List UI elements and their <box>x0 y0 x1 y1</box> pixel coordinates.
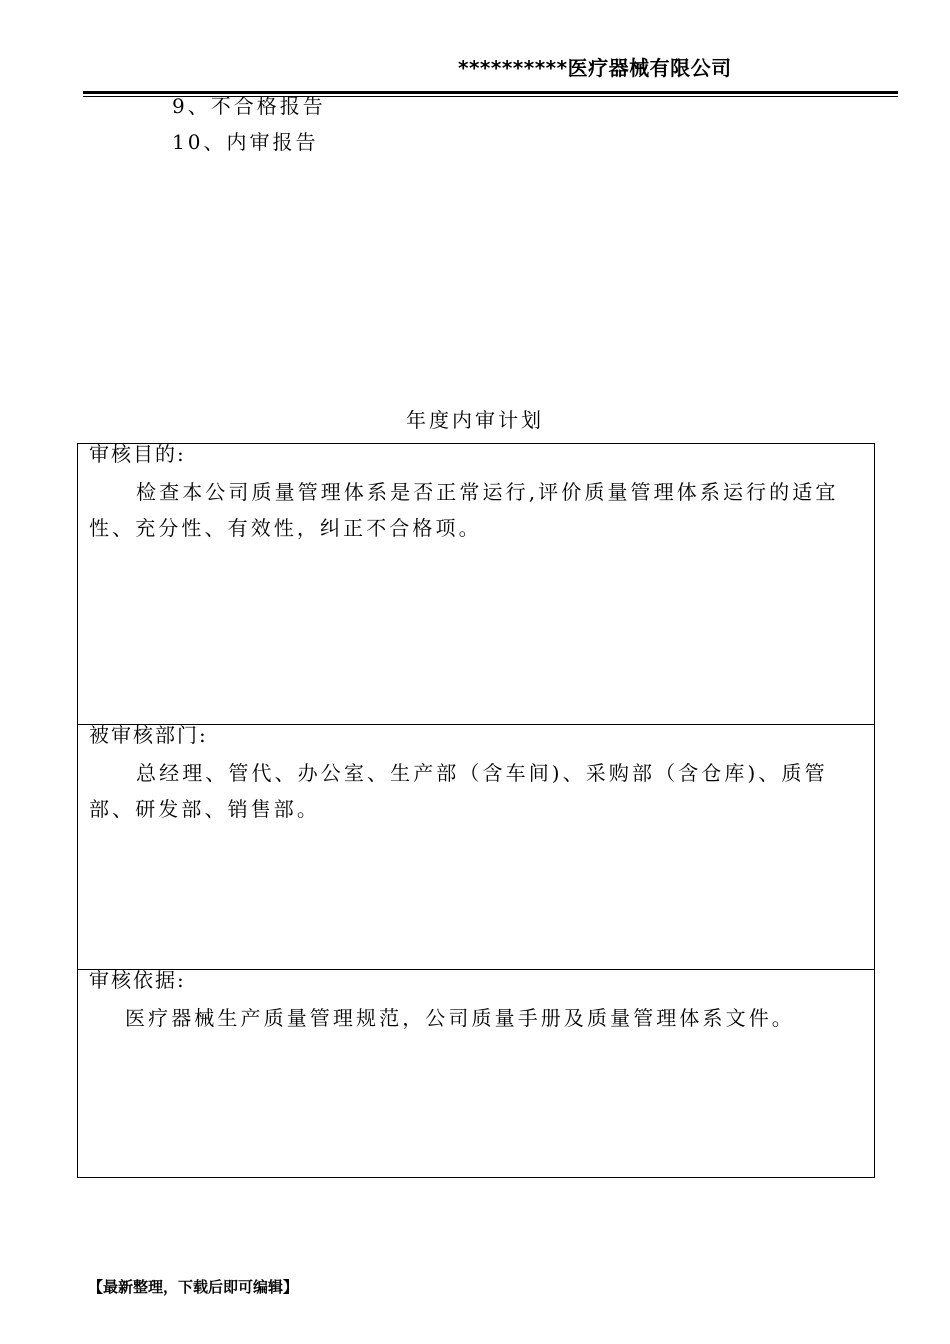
document-title: 年度内审计划 <box>406 408 544 432</box>
list-item-internal-audit-report: 10、内审报告 <box>172 130 319 154</box>
audited-departments-label: 被审核部门: <box>89 725 208 747</box>
audited-departments-section <box>78 725 874 970</box>
audited-departments-text: 总经理、管代、办公室、生产部（含车间)、采购部（含仓库)、质管部、研发部、销售部。 <box>89 761 828 821</box>
list-item-nonconformity-report: 9、不合格报告 <box>172 94 326 118</box>
audit-purpose-text: 检查本公司质量管理体系是否正常运行,评价质量管理体系运行的适宜性、充分性、有效性，纠正不合格项。 <box>89 480 839 540</box>
audit-basis-section <box>78 970 874 1177</box>
audit-purpose-section <box>78 444 874 725</box>
audit-basis-text: 医疗器械生产质量管理规范，公司质量手册及质量管理体系文件。 <box>125 1006 795 1030</box>
company-name-header: **********医疗器械有限公司 <box>458 56 732 80</box>
audit-purpose-label: 审核目的: <box>89 444 186 466</box>
audit-plan-table <box>77 443 875 1178</box>
audit-basis-label: 审核依据: <box>89 970 186 992</box>
footer-note: 【最新整理，下载后即可编辑】 <box>88 1278 299 1296</box>
